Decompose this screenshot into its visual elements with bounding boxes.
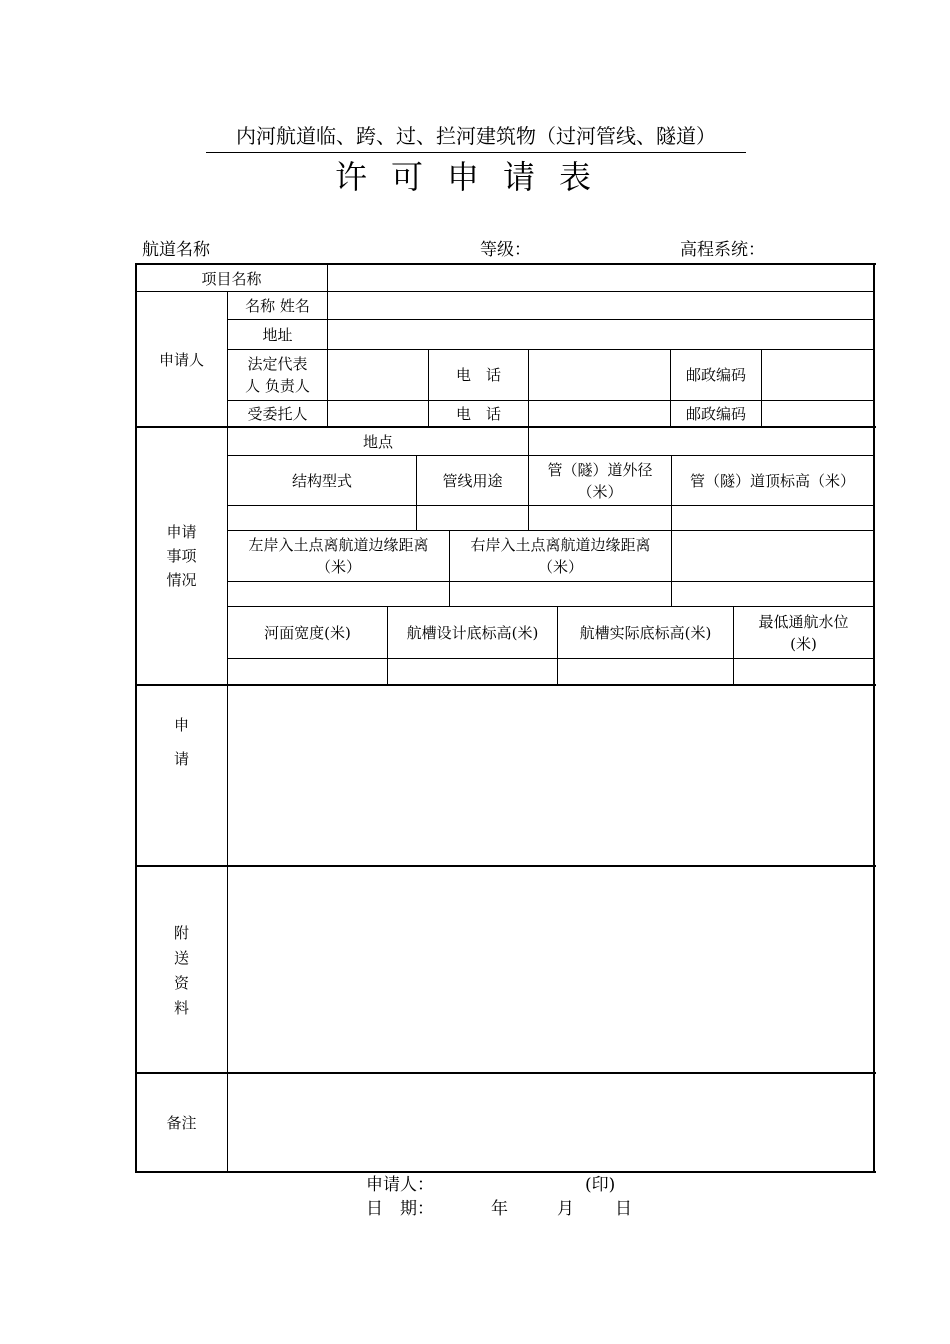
attachments-field[interactable]: [228, 867, 873, 1072]
outer-diameter-field[interactable]: [529, 506, 671, 530]
postcode-field[interactable]: [762, 350, 873, 400]
attachments-char2: 送: [173, 949, 189, 967]
elevation-system-label: 高程系统：: [680, 240, 765, 260]
bank-extra-field[interactable]: [672, 531, 873, 581]
legal-rep-label: [228, 350, 327, 400]
application-char1: 申: [173, 716, 189, 734]
form-title-line2: 许可申请表: [334, 158, 615, 196]
attachments-label: [136, 920, 227, 1022]
right-bank-line1: 右岸入土点离航道边缘距离: [470, 536, 651, 554]
outer-diameter-line1: 管（隧）道外径: [547, 460, 653, 479]
location-label: 地点: [362, 432, 393, 451]
footer-year: 年: [491, 1199, 508, 1219]
phone2-field[interactable]: [529, 401, 670, 427]
structure-type-label: 结构型式: [291, 471, 352, 490]
top-elevation-label: 管（隧）道顶标高（米）: [689, 471, 855, 490]
actual-bottom-field[interactable]: [558, 659, 733, 684]
project-name-field[interactable]: [328, 265, 873, 292]
bank-extra-field-2[interactable]: [672, 582, 873, 606]
project-name-label: 项目名称: [201, 269, 262, 288]
matters-label-2: 事项: [166, 547, 197, 565]
min-water-line1: 最低通航水位: [758, 612, 849, 631]
address-label: 地址: [262, 325, 293, 344]
phone-label: 电 话: [455, 366, 501, 384]
right-bank-field[interactable]: [450, 582, 671, 606]
min-water-line2: (米): [790, 634, 817, 653]
channel-name-label: 航道名称: [142, 240, 210, 260]
phone-field[interactable]: [529, 350, 670, 400]
left-bank-line2: （米）: [315, 558, 361, 576]
footer-month: 月: [557, 1199, 574, 1219]
remarks-field[interactable]: [228, 1074, 873, 1171]
application-char2: 请: [173, 750, 189, 768]
legal-rep-line2: 人 负责人: [245, 377, 310, 395]
outer-diameter-label: [529, 456, 671, 505]
footer-day: 日: [615, 1199, 632, 1219]
form-title-line1: 内河航道临、跨、过、拦河建筑物（过河管线、隧道）: [206, 122, 746, 153]
attachments-char3: 资: [173, 974, 189, 992]
design-bottom-field[interactable]: [388, 659, 557, 684]
postcode-label: 邮政编码: [685, 366, 746, 384]
agent-label: 受委托人: [247, 405, 308, 423]
pipe-use-label: 管线用途: [442, 471, 503, 490]
grade-label: 等级：: [480, 240, 531, 260]
remarks-label: 备注: [166, 1113, 197, 1132]
structure-type-field[interactable]: [228, 506, 416, 530]
design-bottom-label: 航槽设计底标高(米): [406, 623, 539, 642]
postcode2-label: 邮政编码: [685, 405, 746, 423]
min-water-label: [734, 607, 873, 658]
name-field[interactable]: [328, 292, 873, 319]
location-field[interactable]: [529, 428, 873, 455]
right-bank-line2: （米）: [537, 558, 583, 576]
postcode2-field[interactable]: [762, 401, 873, 427]
footer-seal: (印): [585, 1175, 616, 1195]
left-bank-label: [228, 531, 449, 581]
address-field[interactable]: [328, 320, 873, 349]
matters-label: [136, 428, 227, 684]
outer-diameter-line2: （米）: [577, 482, 623, 501]
application-field[interactable]: [228, 686, 873, 865]
footer-applicant-label: 申请人：: [366, 1175, 434, 1195]
phone2-label: 电 话: [455, 405, 501, 423]
right-bank-label: [450, 531, 671, 581]
matters-label-1: 申请: [166, 523, 197, 541]
attachments-char4: 料: [173, 999, 189, 1017]
attachments-char1: 附: [173, 924, 189, 942]
agent-field[interactable]: [328, 401, 428, 427]
river-width-field[interactable]: [228, 659, 387, 684]
legal-rep-field[interactable]: [328, 350, 428, 400]
river-width-label: 河面宽度(米): [264, 623, 351, 642]
actual-bottom-label: 航槽实际底标高(米): [579, 623, 712, 642]
top-elevation-field[interactable]: [672, 506, 873, 530]
matters-label-3: 情况: [166, 571, 197, 589]
name-label: 名称 姓名: [245, 296, 310, 315]
legal-rep-line1: 法定代表: [247, 355, 308, 373]
applicant-label: 申请人: [158, 350, 204, 369]
left-bank-line1: 左岸入土点离航道边缘距离: [248, 536, 429, 554]
pipe-use-field[interactable]: [417, 506, 528, 530]
footer-date-label: 日 期：: [366, 1199, 434, 1219]
left-bank-field[interactable]: [228, 582, 449, 606]
min-water-field[interactable]: [734, 659, 873, 684]
